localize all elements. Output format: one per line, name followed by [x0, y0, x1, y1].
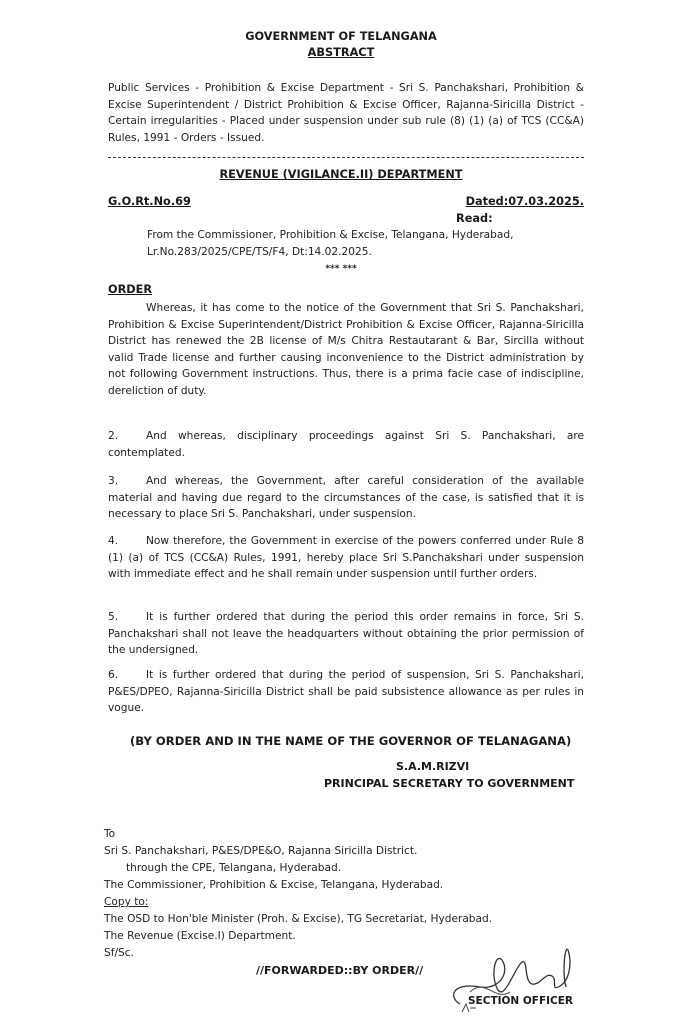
- abstract-text: Public Services - Prohibition & Excise Department - Sri S. Panchakshari, Prohibition & Excise Superintendent / District Prohibition & Excise Officer, Rajanna-Siricilla District - Certain irregularities - Placed under suspension under sub rule (8) (1) (a) of TCS (CC&A) Rules, 1991 - Orders - Issued.: [108, 82, 584, 144]
- signatory-name: S.A.M.RIZVI: [396, 760, 470, 773]
- order-paragraph-3: [108, 473, 584, 523]
- recipient-line-3: The Commissioner, Prohibition & Excise, Telangana, Hyderabad.: [104, 879, 444, 891]
- handwritten-signature-icon: [440, 942, 590, 1022]
- department-heading: [0, 168, 682, 181]
- paragraph-number: 4.: [108, 535, 119, 547]
- dashed-divider: [108, 157, 584, 158]
- copy-line-2: The Revenue (Excise.I) Department.: [104, 930, 296, 942]
- reference-line-1: From the Commissioner, Prohibition & Excise, Telangana, Hyderabad,: [147, 229, 514, 241]
- order-paragraph-6: [108, 667, 584, 717]
- reference-line-2: Lr.No.283/2025/CPE/TS/F4, Dt:14.02.2025.: [147, 245, 372, 258]
- read-label: Read:: [456, 212, 493, 225]
- paragraph-number: 5.: [108, 611, 119, 623]
- governor-order-line: (BY ORDER AND IN THE NAME OF THE GOVERNOR OF TELANAGANA): [130, 734, 572, 748]
- copy-line-3: Sf/Sc.: [104, 947, 134, 959]
- go-number: G.O.Rt.No.69: [108, 195, 191, 208]
- recipient-line-1: Sri S. Panchakshari, P&ES/DPE&O, Rajanna Siricilla District.: [104, 845, 418, 857]
- copy-to-label: Copy to:: [104, 896, 149, 908]
- paragraph-text: And whereas, disciplinary proceedings against Sri S. Panchakshari, are contemplated.: [108, 430, 584, 459]
- section-officer-label: SECTION OFFICER: [468, 995, 574, 1007]
- government-title: GOVERNMENT OF TELANGANA: [245, 30, 437, 43]
- paragraph-number: 3.: [108, 475, 119, 487]
- order-paragraph-5: [108, 609, 584, 659]
- order-paragraph-1: [108, 300, 584, 399]
- paragraph-text: It is further ordered that during the period of suspension, Sri S. Panchakshari, P&ES/DPEO, Rajanna-Siricilla District shall be paid subsistence allowance as per rules in vogue.: [108, 669, 584, 714]
- paragraph-text: Whereas, it has come to the notice of the Government that Sri S. Panchakshari, Prohibition & Excise Superintendent/District Prohibition & Excise Officer, Rajanna-Siricilla District has renewed the 2B license of M/s Chitra Restautarant & Bar, Sircilla without valid Trade license and further causing inconvenience to the District administration by not following Government instructions. Thus, there is a prima facie case of indiscipline, dereliction of duty.: [108, 302, 584, 397]
- dated: Dated:07.03.2025.: [465, 195, 584, 208]
- order-paragraph-4: [108, 533, 584, 583]
- paragraph-number: 2.: [108, 430, 119, 442]
- abstract-label: [0, 46, 682, 59]
- recipient-line-2: through the CPE, Telangana, Hyderabad.: [126, 862, 342, 874]
- paragraph-text: Now therefore, the Government in exercise of the powers conferred under Rule 8 (1) (a) of TCS (CC&A) Rules, 1991, hereby place Sri S.Panchakshari under suspension with immediate effect and he shall remain under suspension until further orders.: [108, 535, 584, 580]
- forwarded-by-order: //FORWARDED::BY ORDER//: [256, 964, 424, 977]
- separator-stars: *** ***: [325, 264, 357, 274]
- department-name: REVENUE (VIGILANCE.II) DEPARTMENT: [219, 168, 463, 181]
- paragraph-number: 6.: [108, 669, 119, 681]
- order-paragraph-2: [108, 428, 584, 461]
- reference: [147, 227, 584, 260]
- signatory-title: PRINCIPAL SECRETARY TO GOVERNMENT: [324, 777, 575, 790]
- abstract-label-text: ABSTRACT: [307, 46, 375, 59]
- paragraph-text: It is further ordered that during the period this order remains in force, Sri S. Panchakshari shall not leave the headquarters without obtaining the prior permission of the undersigned.: [108, 611, 584, 656]
- paragraph-text: And whereas, the Government, after careful consideration of the available material and having due regard to the circumstances of the case, is satisfied that it is necessary to place Sri S. Panchakshari, under suspension.: [108, 475, 584, 520]
- to-label: To: [104, 828, 116, 840]
- copy-line-1: The OSD to Hon'ble Minister (Proh. & Excise), TG Secretariat, Hyderabad.: [104, 913, 493, 925]
- order-heading: ORDER: [108, 283, 153, 296]
